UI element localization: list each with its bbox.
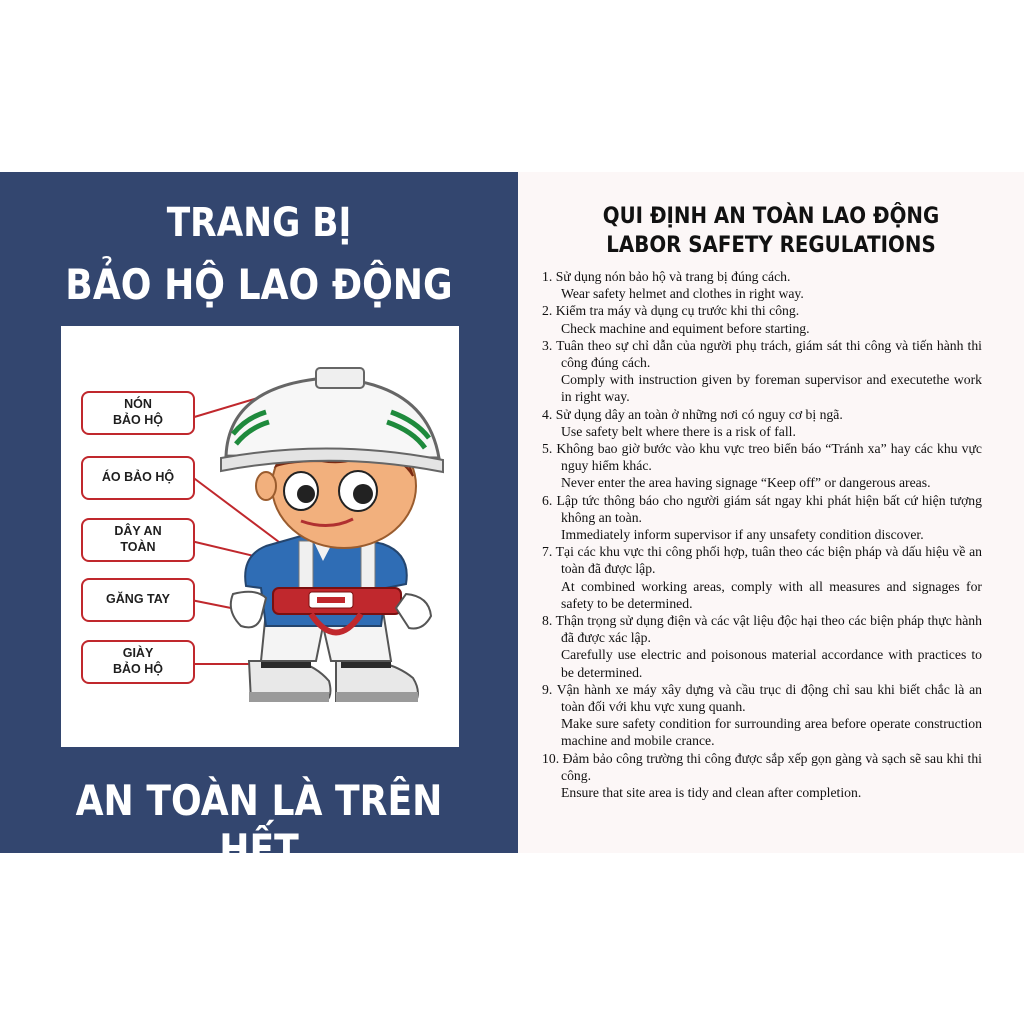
regulation-vi: 2. Kiểm tra máy và dụng cụ trước khi thi công.	[542, 303, 800, 319]
regulation-item	[542, 681, 982, 750]
regulation-item	[542, 302, 982, 336]
regulation-vi: 5. Không bao giờ bước vào khu vực treo biển báo “Tránh xa” hay các khu vực nguy hiểm khác.	[542, 441, 982, 474]
label-helmet: NÓN BẢO HỘ	[81, 391, 195, 435]
regulation-en: Never enter the area having signage “Keep off” or dangerous areas.	[561, 475, 931, 491]
regulation-en: Wear safety helmet and clothes in right way.	[561, 286, 804, 302]
regulation-vi: 4. Sử dụng dây an toàn ở những nơi có nguy cơ bị ngã.	[542, 406, 843, 422]
boots	[249, 658, 418, 702]
poster-slogan: AN TOÀN LÀ TRÊN HẾT	[75, 776, 443, 874]
regulation-item	[542, 750, 982, 802]
safety-poster	[0, 172, 1024, 874]
label-harness: DÂY AN TOÀN	[81, 518, 195, 562]
regulation-item	[542, 492, 982, 544]
regulation-vi: 3. Tuân theo sự chỉ dẫn của người phụ trách, giám sát thi công và tiến hành thi công đúng cách.	[542, 337, 982, 371]
poster-title-line2: BẢO HỘ LAO ĐỘNG	[65, 260, 453, 309]
regulations-title-vi: QUI ĐỊNH AN TOÀN LAO ĐỘNG	[602, 204, 940, 229]
regulation-item	[542, 406, 982, 440]
regulation-en: At combined working areas, comply with all measures and signages for safety to be determined.	[561, 578, 982, 611]
label-shirt: ÁO BẢO HỘ	[81, 456, 195, 500]
regulation-vi: 10. Đảm bảo công trường thi công được sắp xếp gọn gàng và sạch sẽ sau khi thi công.	[542, 750, 982, 783]
regulation-en: Comply with instruction given by foreman supervisor and executethe work in right way.	[561, 372, 982, 405]
label-gloves: GĂNG TAY	[81, 578, 195, 622]
regulation-item	[542, 337, 982, 406]
helmet	[221, 368, 443, 472]
regulation-en: Carefully use electric and poisonous material accordance with practices to be determined.	[561, 647, 982, 680]
regulation-vi: 6. Lập tức thông báo cho người giám sát ngay khi phát hiện bất cứ hiện tượng không an toàn.	[542, 492, 982, 525]
regulation-en: Ensure that site area is tidy and clean after completion.	[561, 785, 862, 801]
regulation-en: Use safety belt where there is a risk of fall.	[561, 423, 796, 439]
regulation-vi: 1. Sử dụng nón bảo hộ và trang bị đúng cách.	[542, 269, 791, 284]
regulation-item	[542, 612, 982, 681]
label-boots: GIÀY BẢO HỘ	[81, 640, 195, 684]
regulation-vi: 7. Tại các khu vực thi công phối hợp, tuân theo các biện pháp và dấu hiệu về an toàn đã được lập.	[542, 544, 982, 577]
regulation-en: Check machine and equiment before starting.	[561, 320, 810, 336]
regulation-vi: 8. Thận trọng sử dụng điện và các vật liệu độc hại theo các biện pháp thực hành đã được xác lập.	[542, 613, 982, 646]
ppe-panel	[0, 172, 518, 874]
poster-title-line1: TRANG BỊ	[166, 200, 352, 246]
regulation-en: Immediately inform supervisor if any unsafety condition discover.	[561, 527, 924, 543]
regulation-vi: 9. Vận hành xe máy xây dựng và cầu trục di động chỉ sau khi biết chắc là an toàn đối với khu vực xung quanh.	[542, 681, 982, 715]
regulations-title	[543, 202, 998, 260]
regulation-item	[542, 268, 982, 302]
regulation-en: Make sure safety condition for surrounding area before operate construction machine and mobile crance.	[561, 716, 982, 749]
regulations-title-en: LABOR SAFETY REGULATIONS	[606, 233, 936, 258]
regulation-item	[542, 440, 982, 492]
regulations-list	[542, 268, 982, 801]
ppe-illustration	[61, 326, 459, 747]
regulation-item	[542, 543, 982, 612]
regulations-panel	[518, 172, 1024, 853]
